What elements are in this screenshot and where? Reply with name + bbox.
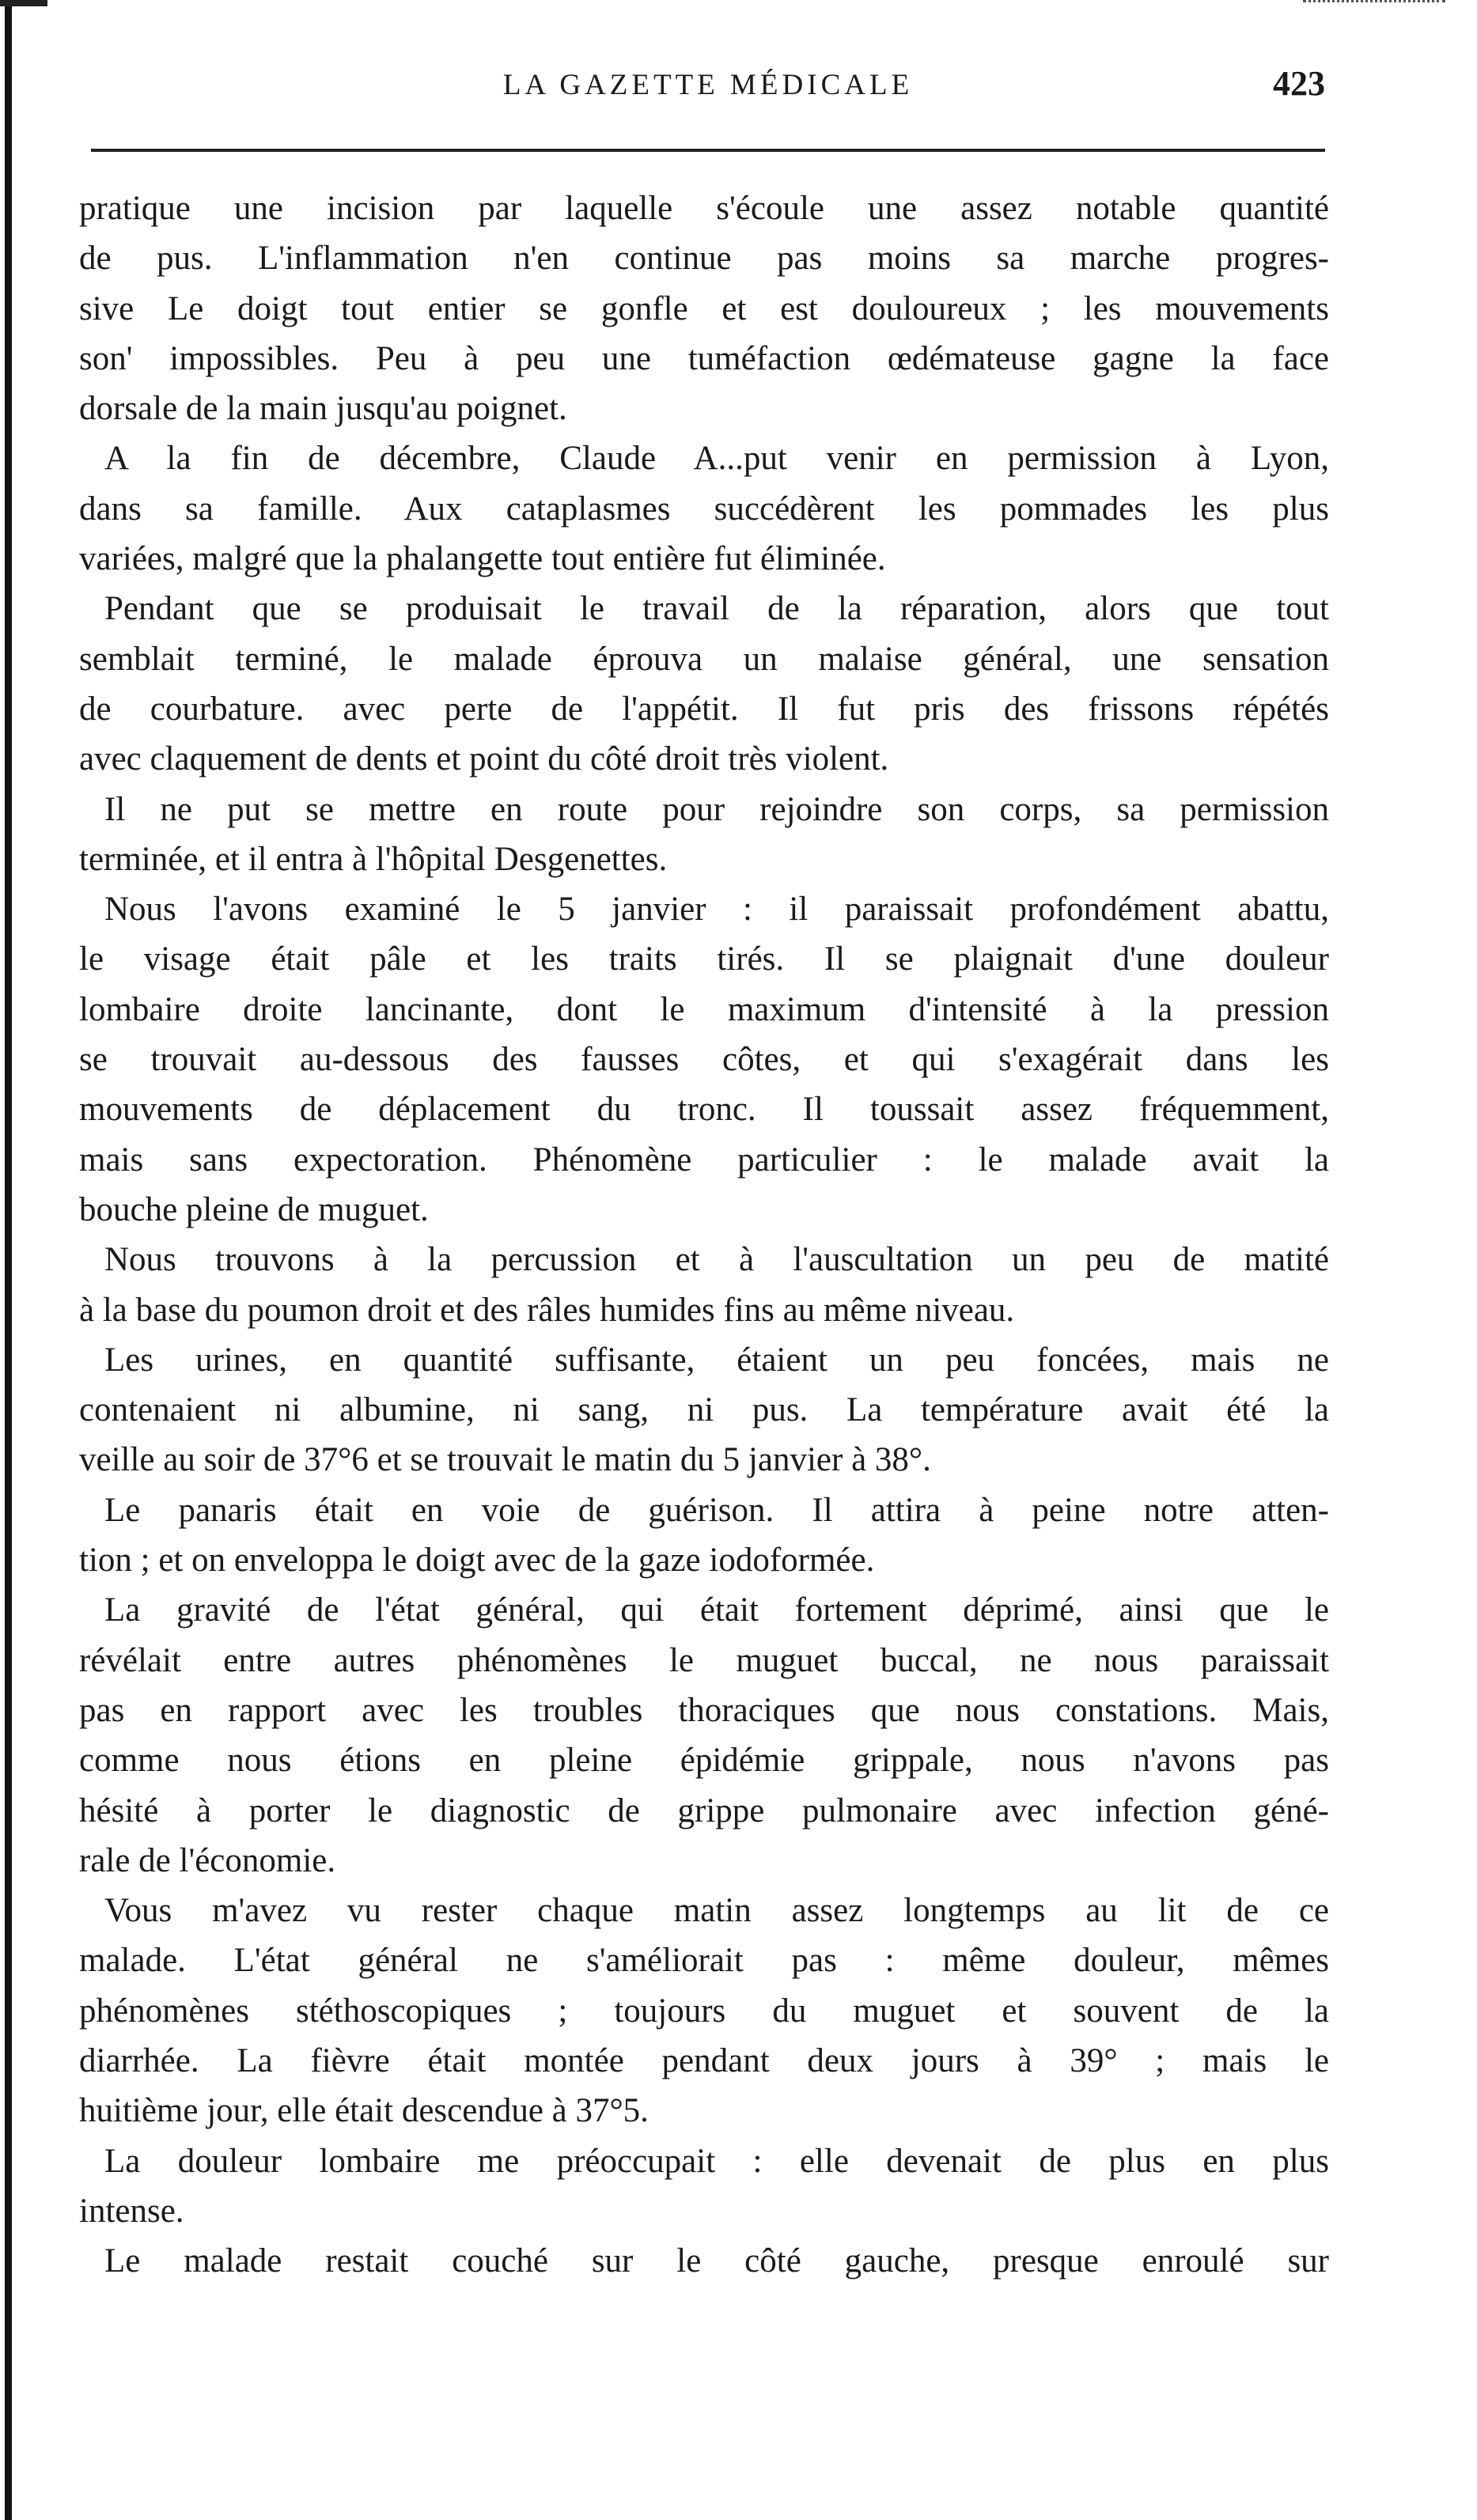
header-rule xyxy=(91,149,1325,152)
text-line: terminée, et il entra à l'hôpital Desgenettes. xyxy=(79,840,668,878)
text-line: sive Le doigt tout entier se gonfle et est douloureux ; les mouvements xyxy=(79,289,1329,327)
text-line: Nous trouvons à la percussion et à l'auscultation un peu de matité xyxy=(104,1241,1329,1279)
text-line: de pus. L'inflammation n'en continue pas moins sa marche progres- xyxy=(79,240,1329,278)
text-line: pas en rapport avec les troubles thoraciques que nous constations. Mais, xyxy=(79,1691,1329,1729)
text-line: avec claquement de dents et point du côté droit très violent. xyxy=(79,740,889,778)
text-line: Pendant que se produisait le travail de la réparation, alors que tout xyxy=(104,590,1329,628)
text-line: dorsale de la main jusqu'au poignet. xyxy=(79,390,567,428)
text-line: comme nous étions en pleine épidémie grippale, nous n'avons pas xyxy=(79,1742,1329,1780)
text-line: mouvements de déplacement du tronc. Il toussait assez fréquemment, xyxy=(79,1091,1329,1129)
text-line: Nous l'avons examiné le 5 janvier : il paraissait profondément abattu, xyxy=(104,891,1329,929)
page-corner-mark xyxy=(0,0,47,6)
text-line: révélait entre autres phénomènes le muguet buccal, ne nous paraissait xyxy=(79,1641,1329,1679)
scan-dotted-margin xyxy=(1303,0,1445,6)
text-line: contenaient ni albumine, ni sang, ni pus. La température avait été la xyxy=(79,1391,1329,1429)
text-line: malade. L'état général ne s'améliorait pas : même douleur, mêmes xyxy=(79,1942,1329,1980)
body-text xyxy=(79,184,1329,2286)
text-line: lombaire droite lancinante, dont le maximum d'intensité à la pression xyxy=(79,990,1329,1028)
text-line: variées, malgré que la phalangette tout entière fut éliminée. xyxy=(79,540,886,578)
text-line: hésité à porter le diagnostic de grippe pulmonaire avec infection géné- xyxy=(79,1792,1329,1829)
text-line: Le malade restait couché sur le côté gauche, presque enroulé sur xyxy=(104,2242,1329,2280)
text-line: le visage était pâle et les traits tirés. Il se plaignait d'une douleur xyxy=(79,940,1329,978)
text-line: rale de l'économie. xyxy=(79,1841,336,1879)
text-line: semblait terminé, le malade éprouva un malaise général, une sensation xyxy=(79,640,1329,678)
text-line: tion ; et on enveloppa le doigt avec de la gaze iodoformée. xyxy=(79,1542,875,1580)
text-line: intense. xyxy=(79,2192,184,2230)
running-title: LA GAZETTE MÉDICALE xyxy=(502,69,914,101)
text-line: son' impossibles. Peu à peu une tuméfaction œdémateuse gagne la face xyxy=(79,339,1329,377)
text-line: bouche pleine de muguet. xyxy=(79,1190,429,1228)
text-line: veille au soir de 37°6 et se trouvait le matin du 5 janvier à 38°. xyxy=(79,1441,931,1479)
page-binding-edge xyxy=(5,0,12,2520)
text-line: Le panaris était en voie de guérison. Il attira à peine notre atten- xyxy=(104,1491,1329,1529)
text-line: La douleur lombaire me préoccupait : elle devenait de plus en plus xyxy=(104,2142,1329,2180)
text-line: A la fin de décembre, Claude A...put venir en permission à Lyon, xyxy=(104,440,1329,478)
text-line: Les urines, en quantité suffisante, étaient un peu foncées, mais ne xyxy=(104,1341,1329,1379)
text-line: de courbature. avec perte de l'appétit. Il fut pris des frissons répétés xyxy=(79,690,1329,728)
text-line: Vous m'avez vu rester chaque matin assez longtemps au lit de ce xyxy=(104,1892,1329,1930)
text-line: La gravité de l'état général, qui était fortement déprimé, ainsi que le xyxy=(104,1591,1329,1629)
text-line: diarrhée. La fièvre était montée pendant deux jours à 39° ; mais le xyxy=(79,2041,1329,2079)
page-number: 423 xyxy=(1273,64,1325,103)
page-header xyxy=(91,63,1325,111)
text-line: phénomènes stéthoscopiques ; toujours du muguet et souvent de la xyxy=(79,1992,1329,2030)
text-line: se trouvait au-dessous des fausses côtes, et qui s'exagérait dans les xyxy=(79,1041,1329,1079)
text-line: mais sans expectoration. Phénomène particulier : le malade avait la xyxy=(79,1141,1329,1179)
text-line: dans sa famille. Aux cataplasmes succédèrent les pommades les plus xyxy=(79,490,1329,528)
text-line: huitième jour, elle était descendue à 37°5. xyxy=(79,2092,649,2130)
text-line: Il ne put se mettre en route pour rejoindre son corps, sa permission xyxy=(104,790,1329,828)
text-line: à la base du poumon droit et des râles humides fins au même niveau. xyxy=(79,1291,1015,1329)
text-line: pratique une incision par laquelle s'écoule une assez notable quantité xyxy=(79,190,1329,227)
